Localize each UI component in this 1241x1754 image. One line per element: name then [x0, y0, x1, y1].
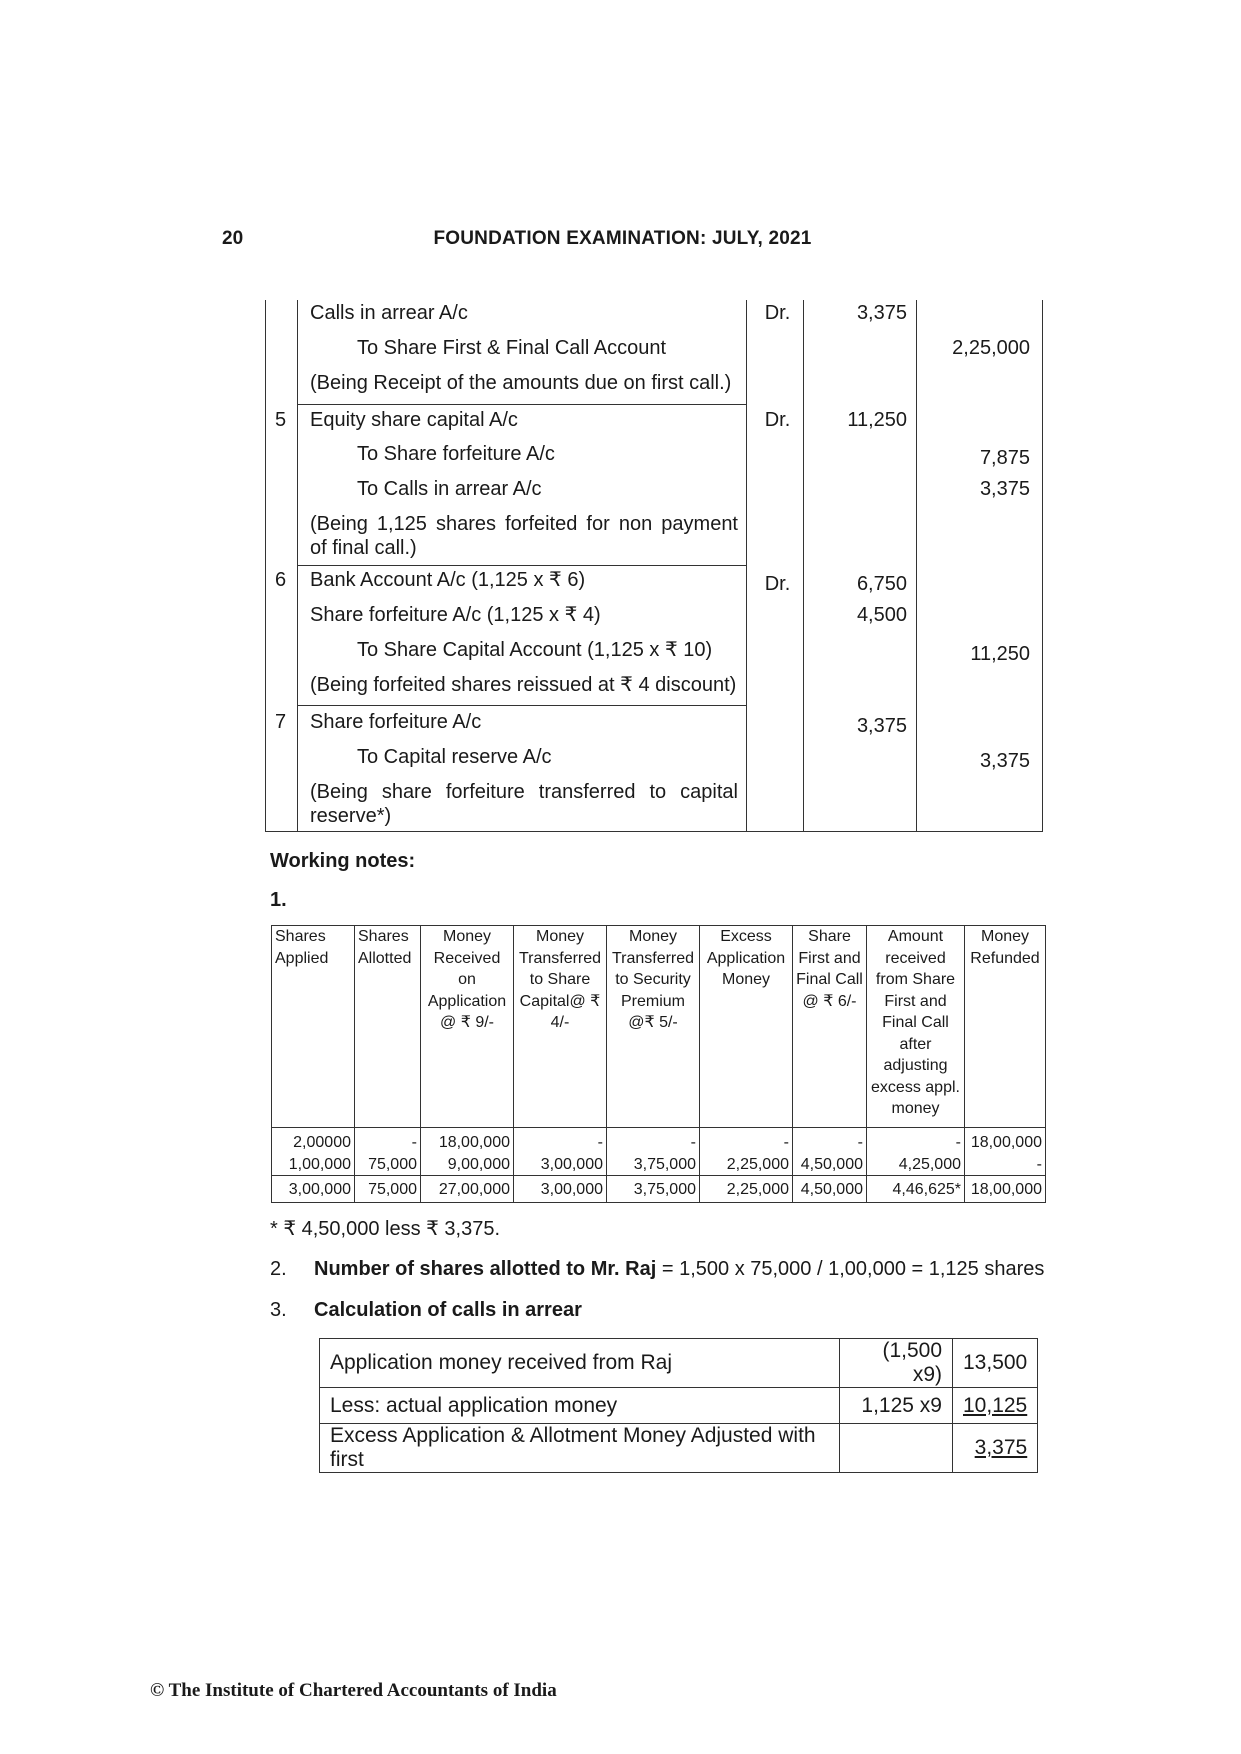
particulars: To Calls in arrear A/c	[357, 478, 542, 500]
header-cell: Amount received from Share First and Final Call after adjusting excess appl. money	[867, 926, 965, 1128]
row-amount	[953, 1388, 1038, 1424]
journal-border-left	[265, 300, 266, 831]
note-2-heading: Number of shares allotted to Mr. Raj	[314, 1258, 657, 1280]
debit-amount: 3,375	[856, 302, 907, 324]
table-cell: 4,25,000	[867, 1154, 965, 1176]
total-cell: 4,46,625*	[867, 1176, 965, 1203]
entry-number: 6	[274, 569, 287, 591]
journal-col-divider	[916, 300, 917, 831]
table-cell: 18,00,000	[965, 1128, 1046, 1154]
footnote: * ₹ 4,50,000 less ₹ 3,375.	[270, 1218, 501, 1240]
entry-separator	[297, 404, 746, 405]
credit-amount: 11,250	[970, 643, 1030, 665]
particulars: Share forfeiture A/c (1,125 x ₹ 4)	[310, 604, 601, 626]
particulars: To Share First & Final Call Account	[357, 337, 667, 359]
page-title: FOUNDATION EXAMINATION: JULY, 2021	[433, 228, 812, 249]
row-calc	[840, 1424, 953, 1473]
header-cell: Shares Applied	[272, 926, 355, 1128]
particulars: To Share Capital Account (1,125 x ₹ 10)	[357, 639, 713, 661]
header-cell: Money Refunded	[965, 926, 1046, 1128]
table-cell: 2,00000	[272, 1128, 355, 1154]
debit-amount: 11,250	[847, 409, 907, 431]
total-cell: 3,75,000	[607, 1176, 700, 1203]
journal-border-right	[1042, 300, 1043, 831]
total-cell: 75,000	[355, 1176, 421, 1203]
particulars: Calls in arrear A/c	[310, 302, 468, 324]
row-calc: (1,500 x9)	[840, 1339, 953, 1388]
credit-amount: 7,875	[979, 447, 1030, 469]
total-cell: 2,25,000	[700, 1176, 793, 1203]
narration: (Being 1,125 shares forfeited for non payment of final call.)	[310, 513, 738, 559]
footer-copyright: © The Institute of Chartered Accountants of India	[150, 1680, 557, 1701]
table-cell: -	[514, 1128, 607, 1154]
table-cell: 75,000	[355, 1154, 421, 1176]
table-row	[320, 1388, 1038, 1424]
table-cell: 3,00,000	[514, 1154, 607, 1176]
entry-separator	[297, 705, 746, 706]
table-cell: -	[793, 1128, 867, 1154]
entry-number: 5	[274, 409, 287, 431]
total-cell: 3,00,000	[272, 1176, 355, 1203]
table-cell: -	[355, 1128, 421, 1154]
table-header-row	[272, 926, 1046, 1128]
note-2-label: 2.	[270, 1258, 287, 1280]
particulars: Share forfeiture A/c	[310, 711, 482, 733]
header-cell: Excess Application Money	[700, 926, 793, 1128]
table-cell: 2,25,000	[700, 1154, 793, 1176]
note-3-label: 3.	[270, 1299, 287, 1321]
header-cell: Share First and Final Call @ ₹ 6/-	[793, 926, 867, 1128]
credit-amount: 3,375	[979, 750, 1030, 772]
total-cell: 4,50,000	[793, 1176, 867, 1203]
table-row	[272, 1128, 1046, 1154]
dr-marker: Dr.	[764, 302, 791, 324]
table-cell: 9,00,000	[421, 1154, 514, 1176]
working-notes-table	[271, 925, 1046, 1203]
header-cell: Shares Allotted	[355, 926, 421, 1128]
table-cell: 1,00,000	[272, 1154, 355, 1176]
row-label: Application money received from Raj	[320, 1339, 840, 1388]
table-cell: -	[607, 1128, 700, 1154]
table-cell: 3,75,000	[607, 1154, 700, 1176]
table-row	[272, 1154, 1046, 1176]
debit-amount: 6,750	[856, 573, 907, 595]
credit-amount: 2,25,000	[952, 337, 1030, 359]
total-cell: 18,00,000	[965, 1176, 1046, 1203]
particulars: To Share forfeiture A/c	[357, 443, 555, 465]
note-2-formula: = 1,500 x 75,000 / 1,00,000 = 1,125 shares	[656, 1258, 1045, 1280]
table-row	[320, 1424, 1038, 1473]
debit-amount: 3,375	[856, 715, 907, 737]
narration: (Being forfeited shares reissued at ₹ 4 discount)	[310, 674, 737, 696]
total-cell: 3,00,000	[514, 1176, 607, 1203]
table-row	[320, 1339, 1038, 1388]
table-cell: -	[965, 1154, 1046, 1176]
narration: (Being Receipt of the amounts due on first call.)	[310, 372, 732, 394]
header-cell: Money Received on Application @ ₹ 9/-	[421, 926, 514, 1128]
header-cell: Money Transferred to Share Capital@ ₹ 4/-	[514, 926, 607, 1128]
row-amount: 13,500	[953, 1339, 1038, 1388]
row-amount	[953, 1424, 1038, 1473]
total-cell: 27,00,000	[421, 1176, 514, 1203]
particulars: Equity share capital A/c	[310, 409, 518, 431]
credit-amount: 3,375	[979, 478, 1030, 500]
underlined-amount: 10,125	[963, 1393, 1028, 1417]
debit-amount: 4,500	[856, 604, 907, 626]
journal-col-divider	[803, 300, 804, 831]
underlined-amount: 3,375	[974, 1436, 1028, 1459]
particulars: Bank Account A/c (1,125 x ₹ 6)	[310, 569, 586, 591]
note-1-label: 1.	[270, 889, 287, 911]
header-cell: Money Transferred to Security Premium @₹ 5/-	[607, 926, 700, 1128]
row-calc: 1,125 x9	[840, 1388, 953, 1424]
working-notes-heading: Working notes:	[270, 850, 416, 872]
journal-table	[265, 300, 1043, 831]
table-cell: 18,00,000	[421, 1128, 514, 1154]
particulars: To Capital reserve A/c	[357, 746, 552, 768]
note-2-text	[314, 1258, 1044, 1281]
row-label: Excess Application & Allotment Money Adjusted with first	[320, 1424, 840, 1473]
dr-marker: Dr.	[764, 573, 791, 595]
journal-bottom-border	[265, 831, 1043, 832]
dr-marker: Dr.	[764, 409, 791, 431]
table-total-row	[272, 1176, 1046, 1203]
table-cell: -	[867, 1128, 965, 1154]
entry-separator	[297, 565, 746, 566]
page-number: 20	[222, 228, 244, 249]
table-cell: 4,50,000	[793, 1154, 867, 1176]
entry-number: 7	[274, 711, 287, 733]
narration: (Being share forfeiture transferred to capital reserve*)	[310, 781, 738, 827]
calls-in-arrear-table	[319, 1338, 1038, 1473]
note-3-heading: Calculation of calls in arrear	[314, 1299, 582, 1321]
table-cell: -	[700, 1128, 793, 1154]
row-label: Less: actual application money	[320, 1388, 840, 1424]
